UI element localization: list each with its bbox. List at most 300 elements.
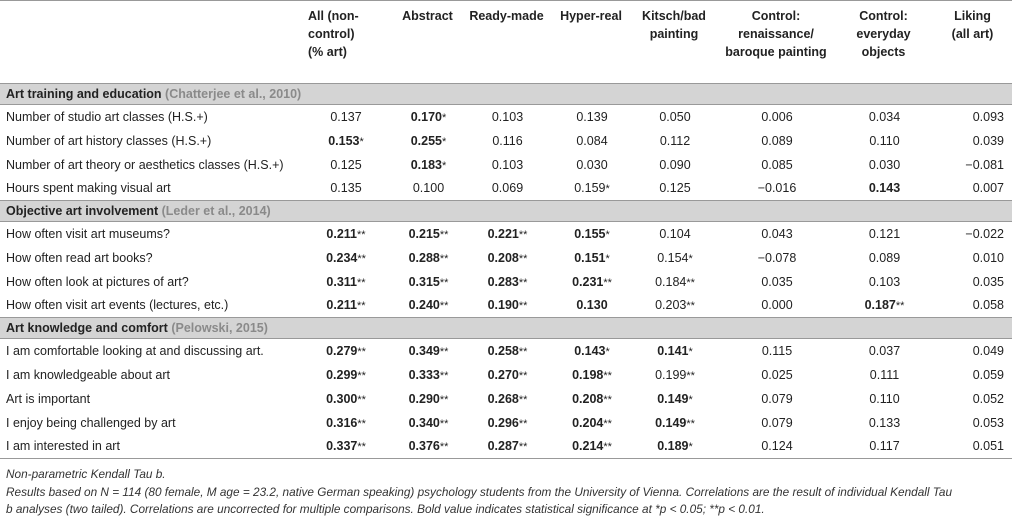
- table-cell: [834, 105, 935, 129]
- cell-value: 0.279: [326, 343, 358, 358]
- cell-value: 0.316: [326, 415, 358, 430]
- row-label: How often visit art museums?: [6, 226, 170, 241]
- table-cell: [396, 129, 461, 153]
- column-header: [461, 1, 554, 84]
- table-cell: [304, 129, 396, 153]
- table-cell: [834, 153, 935, 177]
- cell-value: 0.315: [408, 274, 440, 289]
- cell-value: 0.221: [487, 226, 519, 241]
- cell-value: 0.115: [761, 343, 793, 358]
- significance-stars: *: [442, 135, 447, 148]
- significance-stars: **: [686, 369, 695, 382]
- table-cell: [720, 222, 834, 246]
- significance-stars: **: [439, 276, 449, 289]
- table-cell: [304, 105, 396, 129]
- column-header-line: Kitsch/bad: [642, 9, 706, 23]
- cell-value: 0.340: [408, 415, 440, 430]
- cell-value: 0.151: [574, 250, 606, 265]
- table-cell: [554, 270, 630, 294]
- significance-stars: *: [688, 252, 693, 265]
- footnote-line: Results based on N = 114 (80 female, M age = 23.2, native German speaking) psychology students from the University of Vienna. Correlations are the result of individual Kendall Tau: [6, 484, 953, 499]
- cell-value: 0.141: [657, 343, 689, 358]
- cell-value: 0.052: [972, 391, 1004, 406]
- table-cell: [461, 177, 554, 201]
- table-cell: [630, 270, 720, 294]
- cell-value: 0.117: [869, 439, 900, 454]
- table-cell: [630, 435, 720, 459]
- cell-value: 0.010: [972, 250, 1004, 265]
- table-cell: [461, 294, 554, 318]
- section-title-cell: [0, 84, 1012, 105]
- table-cell: [461, 339, 554, 363]
- significance-stars: **: [357, 252, 366, 265]
- column-header: [396, 1, 461, 84]
- table-cell: [554, 387, 630, 411]
- cell-value: 0.258: [487, 343, 519, 358]
- table-row: [0, 294, 1012, 318]
- column-header: [630, 1, 720, 84]
- table-cell: [554, 294, 630, 318]
- cell-value: 0.007: [972, 181, 1004, 196]
- column-header-line: objects: [861, 45, 906, 59]
- significance-stars: **: [439, 441, 449, 454]
- cell-value: 0.104: [659, 226, 691, 241]
- column-header-line: painting: [649, 27, 699, 41]
- table-cell: [304, 294, 396, 318]
- table-cell: [935, 270, 1012, 294]
- table-cell: [935, 105, 1012, 129]
- cell-value: 0.189: [657, 439, 689, 454]
- table-row: [0, 387, 1012, 411]
- cell-value: 0.153: [328, 133, 360, 148]
- table-cell: [720, 435, 834, 459]
- row-label: How often read art books?: [6, 250, 153, 265]
- cell-value: 0.110: [869, 391, 900, 406]
- table-cell: [720, 270, 834, 294]
- table-cell: [935, 339, 1012, 363]
- table-cell: [554, 435, 630, 459]
- table-row: [0, 411, 1012, 435]
- table-cell: [554, 177, 630, 201]
- cell-value: 0.058: [972, 298, 1004, 313]
- significance-stars: **: [518, 300, 528, 313]
- section-title-cell: [0, 318, 1012, 339]
- significance-stars: **: [357, 345, 366, 358]
- table-cell: [304, 222, 396, 246]
- table-cell: [304, 411, 396, 435]
- significance-stars: **: [518, 369, 528, 382]
- footnote-line: Non-parametric Kendall Tau b.: [6, 467, 166, 481]
- table-cell: [461, 435, 554, 459]
- significance-stars: **: [518, 393, 528, 406]
- table-cell: [630, 222, 720, 246]
- table-cell: [554, 153, 630, 177]
- cell-value: 0.149: [657, 391, 689, 406]
- cell-value: 0.270: [487, 367, 519, 382]
- table-cell: [834, 435, 935, 459]
- table-cell: [554, 105, 630, 129]
- significance-stars: *: [605, 228, 610, 241]
- cell-value: 0.037: [868, 343, 901, 358]
- table-cell: [720, 339, 834, 363]
- cell-value: 0.155: [574, 226, 606, 241]
- table-cell: [304, 153, 396, 177]
- significance-stars: **: [357, 393, 366, 406]
- table-row: [0, 222, 1012, 246]
- table-cell: [935, 387, 1012, 411]
- row-label: Art is important: [6, 391, 91, 406]
- column-header: [834, 1, 935, 84]
- header-row: [0, 1, 1012, 84]
- significance-stars: **: [518, 252, 528, 265]
- table-cell: [304, 246, 396, 270]
- significance-stars: **: [686, 300, 695, 313]
- cell-value: 0.111: [869, 367, 900, 382]
- significance-stars: **: [518, 228, 528, 241]
- table-cell: [461, 411, 554, 435]
- column-header: [554, 1, 630, 84]
- cell-value: 0.198: [572, 367, 604, 382]
- row-label: How often look at pictures of art?: [6, 274, 189, 289]
- table-cell: [834, 246, 935, 270]
- table-cell: [935, 222, 1012, 246]
- significance-stars: **: [518, 441, 528, 454]
- table-cell: [720, 246, 834, 270]
- table-section: [0, 84, 1012, 201]
- cell-value: 0.035: [761, 274, 793, 289]
- table-cell: [630, 105, 720, 129]
- table-cell: [834, 387, 935, 411]
- significance-stars: **: [603, 276, 612, 289]
- footnote-line: b analyses (two tailed). Correlations are uncorrected for multiple comparisons. Bold value indicates statistical significance at *p < 0.05; **p < 0.01.: [6, 502, 765, 516]
- cell-value: 0.215: [408, 226, 440, 241]
- table-cell: [396, 363, 461, 387]
- cell-value: 0.211: [326, 298, 358, 313]
- row-label: Hours spent making visual art: [6, 181, 171, 196]
- cell-value: 0.049: [972, 343, 1004, 358]
- significance-stars: **: [357, 228, 366, 241]
- cell-value: 0.121: [868, 226, 901, 241]
- cell-value: 0.130: [576, 298, 608, 313]
- table-cell: [720, 294, 834, 318]
- cell-value: 0.143: [574, 343, 606, 358]
- cell-value: −0.016: [757, 181, 797, 196]
- table-row: [0, 270, 1012, 294]
- cell-value: 0.000: [761, 298, 793, 313]
- table-cell: [834, 222, 935, 246]
- table-cell: [396, 270, 461, 294]
- section-title: Objective art involvement: [6, 204, 159, 218]
- table-cell: [396, 294, 461, 318]
- cell-value: 0.089: [761, 133, 793, 148]
- table-cell: [630, 411, 720, 435]
- table-cell: [461, 153, 554, 177]
- table-cell: [720, 387, 834, 411]
- section-citation-link[interactable]: (Leder et al., 2014): [161, 204, 271, 218]
- column-header-line: everyday: [856, 27, 911, 41]
- table-footnotes: [6, 466, 1006, 519]
- significance-stars: *: [605, 345, 610, 358]
- significance-stars: **: [518, 276, 528, 289]
- cell-value: 0.187: [864, 298, 896, 313]
- column-header-line: Ready-made: [469, 9, 544, 23]
- table-row: [0, 153, 1012, 177]
- significance-stars: **: [357, 441, 366, 454]
- section-header-row: [0, 201, 1012, 222]
- table-row: [0, 339, 1012, 363]
- table-row: [0, 177, 1012, 201]
- cell-value: 0.135: [330, 181, 362, 196]
- cell-value: 0.283: [487, 274, 519, 289]
- table-cell: [935, 177, 1012, 201]
- table-cell: [834, 363, 935, 387]
- table-cell: [396, 177, 461, 201]
- table-cell: [396, 246, 461, 270]
- section-title: Art training and education: [6, 87, 162, 101]
- cell-value: 0.311: [326, 274, 358, 289]
- significance-stars: *: [688, 345, 693, 358]
- table-cell: [720, 177, 834, 201]
- table-section: [0, 201, 1012, 318]
- cell-value: 0.149: [655, 415, 687, 430]
- significance-stars: **: [357, 300, 366, 313]
- table-cell: [630, 363, 720, 387]
- table-header: [0, 1, 1012, 84]
- table-cell: [630, 177, 720, 201]
- cell-value: 0.059: [972, 367, 1004, 382]
- table-row: [0, 129, 1012, 153]
- table-section: [0, 318, 1012, 459]
- table-cell: [720, 363, 834, 387]
- significance-stars: **: [357, 276, 366, 289]
- table-cell: [935, 363, 1012, 387]
- significance-stars: **: [439, 393, 449, 406]
- table-cell: [935, 411, 1012, 435]
- cell-value: 0.030: [868, 157, 901, 172]
- table-cell: [554, 339, 630, 363]
- cell-value: 0.333: [408, 367, 440, 382]
- cell-value: 0.006: [761, 109, 793, 124]
- cell-value: 0.240: [408, 298, 440, 313]
- table-cell: [304, 435, 396, 459]
- cell-value: 0.093: [972, 109, 1004, 124]
- significance-stars: *: [605, 252, 610, 265]
- column-header: [720, 1, 834, 84]
- section-header-row: [0, 84, 1012, 105]
- table-cell: [461, 387, 554, 411]
- significance-stars: *: [442, 159, 447, 172]
- table-cell: [396, 435, 461, 459]
- cell-value: 0.034: [868, 109, 901, 124]
- section-citation-link[interactable]: (Chatterjee et al., 2010): [165, 87, 302, 101]
- cell-value: 0.300: [326, 391, 358, 406]
- cell-value: 0.296: [487, 415, 519, 430]
- table-cell: [554, 222, 630, 246]
- significance-stars: **: [439, 300, 449, 313]
- table-cell: [304, 339, 396, 363]
- table-cell: [720, 153, 834, 177]
- table-cell: [554, 129, 630, 153]
- significance-stars: *: [359, 135, 364, 148]
- cell-value: 0.337: [326, 439, 358, 454]
- column-header-line: renaissance/: [738, 27, 814, 41]
- cell-value: 0.125: [330, 157, 362, 172]
- section-title-cell: [0, 201, 1012, 222]
- cell-value: 0.214: [572, 439, 604, 454]
- table-cell: [461, 105, 554, 129]
- column-header-line: Hyper-real: [560, 9, 622, 23]
- table-cell: [630, 153, 720, 177]
- cell-value: 0.190: [487, 298, 519, 313]
- significance-stars: **: [686, 276, 695, 289]
- significance-stars: **: [603, 369, 612, 382]
- table-cell: [935, 129, 1012, 153]
- cell-value: 0.288: [408, 250, 440, 265]
- cell-value: 0.183: [410, 157, 442, 172]
- cell-value: 0.089: [868, 250, 901, 265]
- significance-stars: **: [603, 441, 612, 454]
- cell-value: 0.159: [574, 181, 606, 196]
- table-cell: [720, 105, 834, 129]
- row-label: Number of art theory or aesthetics classes (H.S.+): [6, 157, 284, 172]
- table-row: [0, 246, 1012, 270]
- cell-value: 0.133: [868, 415, 901, 430]
- significance-stars: **: [603, 393, 612, 406]
- cell-value: 0.084: [576, 133, 608, 148]
- column-header-line: Control:: [859, 9, 908, 23]
- table-cell: [554, 411, 630, 435]
- row-label: Number of art history classes (H.S.+): [6, 133, 212, 148]
- cell-value: 0.287: [487, 439, 519, 454]
- cell-value: 0.255: [410, 133, 442, 148]
- table-cell: [396, 339, 461, 363]
- cell-value: 0.079: [761, 391, 793, 406]
- column-header: [304, 1, 396, 84]
- significance-stars: *: [688, 393, 693, 406]
- significance-stars: **: [518, 417, 528, 430]
- column-header-line: Liking: [954, 9, 991, 23]
- cell-value: 0.154: [657, 250, 689, 265]
- cell-value: 0.349: [408, 343, 440, 358]
- cell-value: 0.085: [761, 157, 793, 172]
- row-label: How often visit art events (lectures, etc.): [6, 298, 229, 313]
- significance-stars: *: [605, 183, 610, 196]
- significance-stars: **: [439, 369, 449, 382]
- table-cell: [630, 129, 720, 153]
- significance-stars: **: [439, 345, 449, 358]
- table-cell: [834, 177, 935, 201]
- section-header-row: [0, 318, 1012, 339]
- table-cell: [935, 153, 1012, 177]
- cell-value: 0.204: [572, 415, 604, 430]
- table-cell: [461, 246, 554, 270]
- cell-value: 0.100: [412, 181, 445, 196]
- table-cell: [935, 294, 1012, 318]
- cell-value: 0.208: [572, 391, 604, 406]
- cell-value: 0.290: [408, 391, 440, 406]
- table-cell: [834, 129, 935, 153]
- cell-value: 0.125: [659, 181, 691, 196]
- significance-stars: *: [442, 111, 447, 124]
- cell-value: 0.030: [576, 157, 608, 172]
- table-cell: [304, 177, 396, 201]
- cell-value: 0.103: [491, 109, 524, 124]
- table-cell: [396, 387, 461, 411]
- cell-value: 0.051: [972, 439, 1004, 454]
- column-header-line: All (non-control): [308, 9, 359, 41]
- row-label: I am knowledgeable about art: [6, 367, 170, 382]
- cell-value: 0.184: [655, 274, 687, 289]
- table-cell: [396, 105, 461, 129]
- table-cell: [630, 294, 720, 318]
- table-cell: [304, 363, 396, 387]
- cell-value: 0.025: [761, 367, 793, 382]
- cell-value: 0.050: [659, 109, 691, 124]
- column-header: [935, 1, 1012, 84]
- row-label: Number of studio art classes (H.S.+): [6, 109, 208, 124]
- table-cell: [720, 129, 834, 153]
- column-header-line: (% art): [308, 45, 347, 59]
- column-header-line: baroque painting: [725, 45, 827, 59]
- table-cell: [461, 129, 554, 153]
- significance-stars: **: [357, 417, 366, 430]
- table-cell: [554, 246, 630, 270]
- cell-value: 0.137: [330, 109, 362, 124]
- significance-stars: **: [439, 228, 449, 241]
- cell-value: 0.110: [869, 133, 900, 148]
- table-cell: [834, 339, 935, 363]
- cell-value: 0.112: [659, 133, 691, 148]
- significance-stars: **: [603, 417, 612, 430]
- significance-stars: **: [686, 417, 695, 430]
- row-label: I am comfortable looking at and discussing art.: [6, 343, 264, 358]
- cell-value: 0.199: [655, 367, 687, 382]
- cell-value: 0.124: [761, 439, 793, 454]
- column-header-line: Abstract: [402, 9, 453, 23]
- table-cell: [630, 339, 720, 363]
- table-row: [0, 435, 1012, 459]
- cell-value: 0.231: [572, 274, 604, 289]
- section-citation-link[interactable]: (Pelowski, 2015): [171, 321, 268, 335]
- cell-value: 0.103: [491, 157, 524, 172]
- table-cell: [461, 270, 554, 294]
- cell-value: 0.069: [491, 181, 524, 196]
- cell-value: 0.203: [655, 298, 687, 313]
- table-cell: [461, 222, 554, 246]
- cell-value: 0.268: [487, 391, 519, 406]
- table-cell: [834, 411, 935, 435]
- significance-stars: **: [518, 345, 528, 358]
- cell-value: 0.103: [868, 274, 901, 289]
- table-row: [0, 363, 1012, 387]
- significance-stars: **: [357, 369, 366, 382]
- cell-value: 0.170: [410, 109, 442, 124]
- cell-value: 0.299: [326, 367, 358, 382]
- significance-stars: **: [439, 417, 449, 430]
- table-row: [0, 105, 1012, 129]
- significance-stars: *: [688, 441, 693, 454]
- cell-value: 0.211: [326, 226, 358, 241]
- section-title: Art knowledge and comfort: [6, 321, 168, 335]
- column-header-line: (all art): [951, 27, 994, 41]
- table-cell: [304, 270, 396, 294]
- cell-value: 0.208: [487, 250, 519, 265]
- table-cell: [935, 435, 1012, 459]
- column-header: [0, 1, 304, 84]
- table-cell: [834, 270, 935, 294]
- cell-value: 0.090: [659, 157, 691, 172]
- table-cell: [461, 363, 554, 387]
